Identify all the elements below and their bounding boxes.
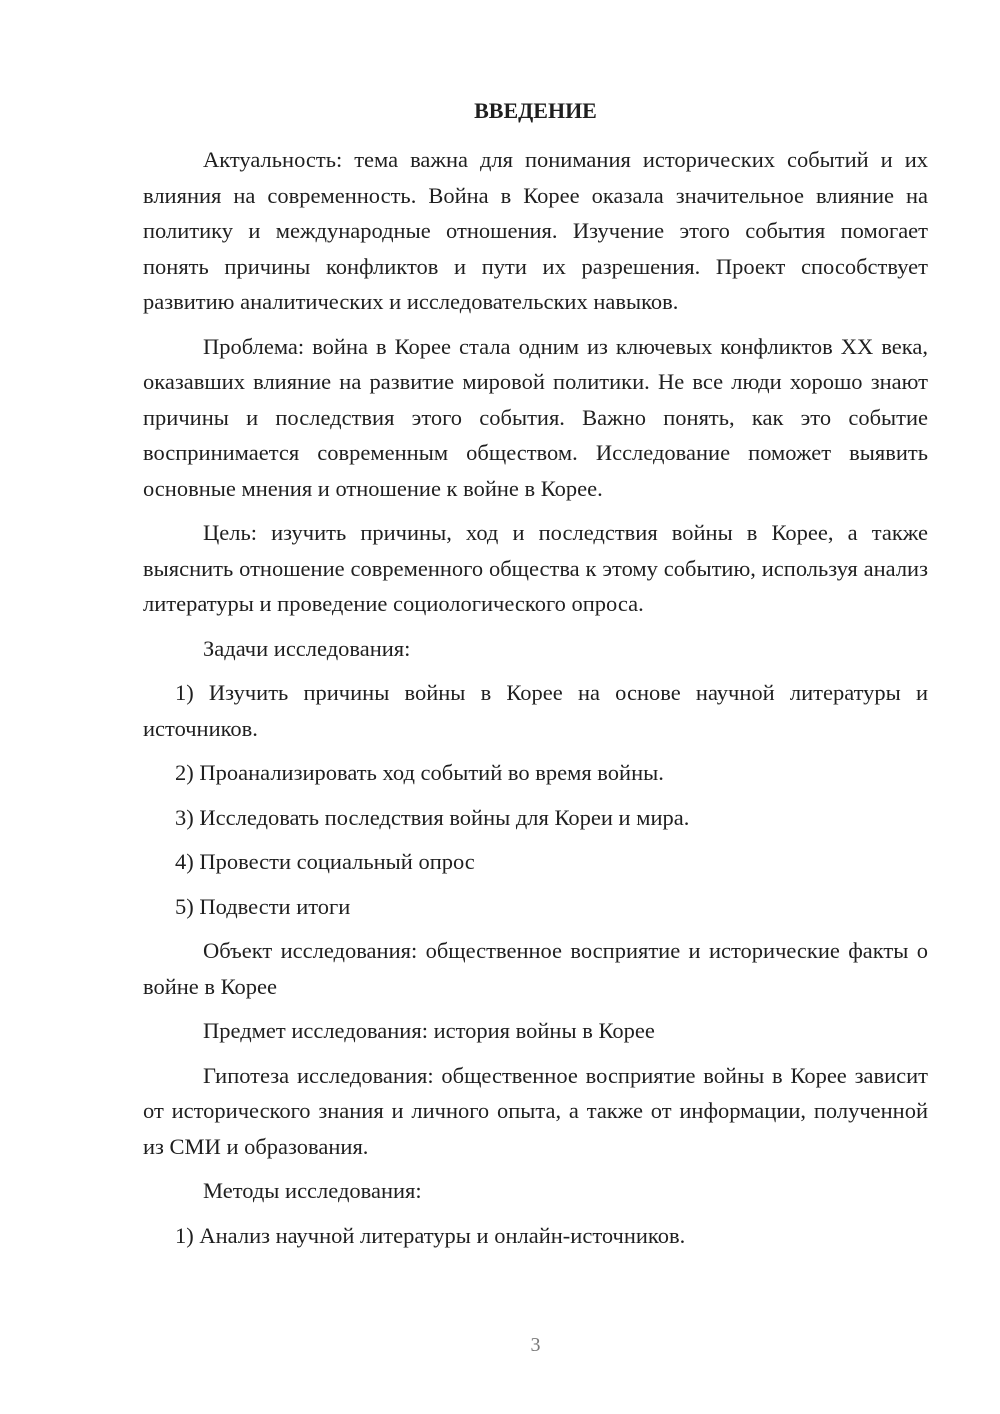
tasks-heading: Задачи исследования: <box>203 635 411 661</box>
page-number: 3 <box>530 1334 541 1356</box>
object-paragraph: Объект исследования: общественное восприятие и исторические факты о войне в Корее <box>143 938 928 999</box>
methods-heading: Методы исследования: <box>203 1178 422 1203</box>
page-content <box>143 142 928 1262</box>
subject-paragraph: Предмет исследования: история войны в Корее <box>203 1018 655 1043</box>
task-item-4: 4) Провести социальный опрос <box>175 849 475 874</box>
task-item-5: 5) Подвести итоги <box>175 893 351 919</box>
method-item-1: 1) Анализ научной литературы и онлайн-источников. <box>175 1222 686 1248</box>
task-item-1: 1) Изучить причины войны в Корее на основе научной литературы и источников. <box>143 680 928 741</box>
task-item-3: 3) Исследовать последствия войны для Кореи и мира. <box>175 804 690 830</box>
document-page <box>143 0 928 1414</box>
actuality-paragraph: Актуальность: тема важна для понимания исторических событий и их влияния на современность. Война в Корее оказала значительное влияние на политику и международные отношения. Изучение этого события помогает понять причины конфликтов и пути их разрешения. Проект способствует развитию аналитических и исследовательских навыков. <box>143 147 928 314</box>
goal-paragraph: Цель: изучить причины, ход и последствия войны в Корее, а также выяснить отношение современного общества к этому событию, используя анализ литературы и проведение социологического опроса. <box>143 520 928 616</box>
problem-paragraph: Проблема: война в Корее стала одним из ключевых конфликтов XX века, оказавших влияние на развитие мировой политики. Не все люди хорошо знают причины и последствия этого события. Важно понять, как это событие воспринимается современным обществом. Исследование поможет выявить основные мнения и отношение к войне в Корее. <box>143 333 928 501</box>
page-title: ВВЕДЕНИЕ <box>474 98 597 123</box>
task-item-2: 2) Проанализировать ход событий во время войны. <box>175 760 664 785</box>
hypothesis-paragraph: Гипотеза исследования: общественное восприятие войны в Корее зависит от исторического знания и личного опыта, а также от информации, полученной из СМИ и образования. <box>143 1062 928 1159</box>
